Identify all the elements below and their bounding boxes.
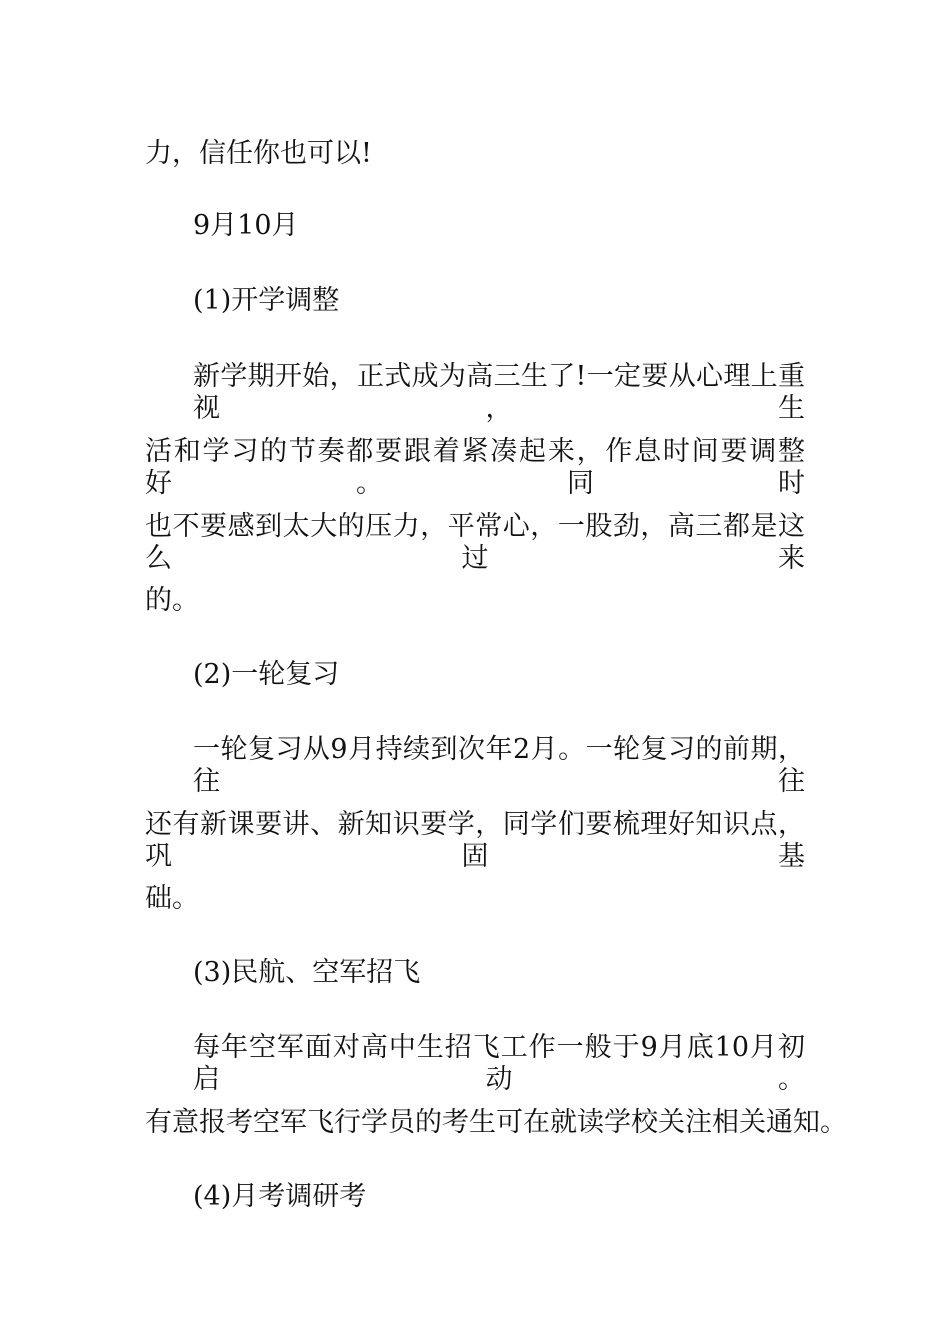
paragraph-line: 一轮复习从9月持续到次年2月。一轮复习的前期，往往 <box>193 734 805 797</box>
section-heading-month: 9月10月 <box>193 210 299 241</box>
subsection-heading: (3)民航、空军招飞 <box>193 957 421 988</box>
paragraph-line: 还有新课要讲、新知识要学，同学们要梳理好知识点，巩固基 <box>145 809 805 872</box>
paragraph-line: 的。 <box>145 585 199 616</box>
paragraph-line: 活和学习的节奏都要跟着紧凑起来，作息时间要调整好。同时 <box>145 436 805 499</box>
subsection-heading: (1)开学调整 <box>193 285 340 316</box>
paragraph-line: 每年空军面对高中生招飞工作一般于9月底10月初启动。 <box>193 1032 805 1095</box>
subsection-heading: (4)月考调研考 <box>193 1181 367 1212</box>
paragraph-line: 新学期开始，正式成为高三生了!一定要从心理上重视，生 <box>193 361 805 424</box>
subsection-heading: (2)一轮复习 <box>193 659 340 690</box>
paragraph-line: 也不要感到太大的压力，平常心，一股劲，高三都是这么过来 <box>145 511 805 574</box>
paragraph-line: 础。 <box>145 883 199 914</box>
paragraph-line: 力，信任你也可以! <box>145 138 372 169</box>
paragraph-line: 有意报考空军飞行学员的考生可在就读学校关注相关通知。 <box>145 1107 847 1138</box>
